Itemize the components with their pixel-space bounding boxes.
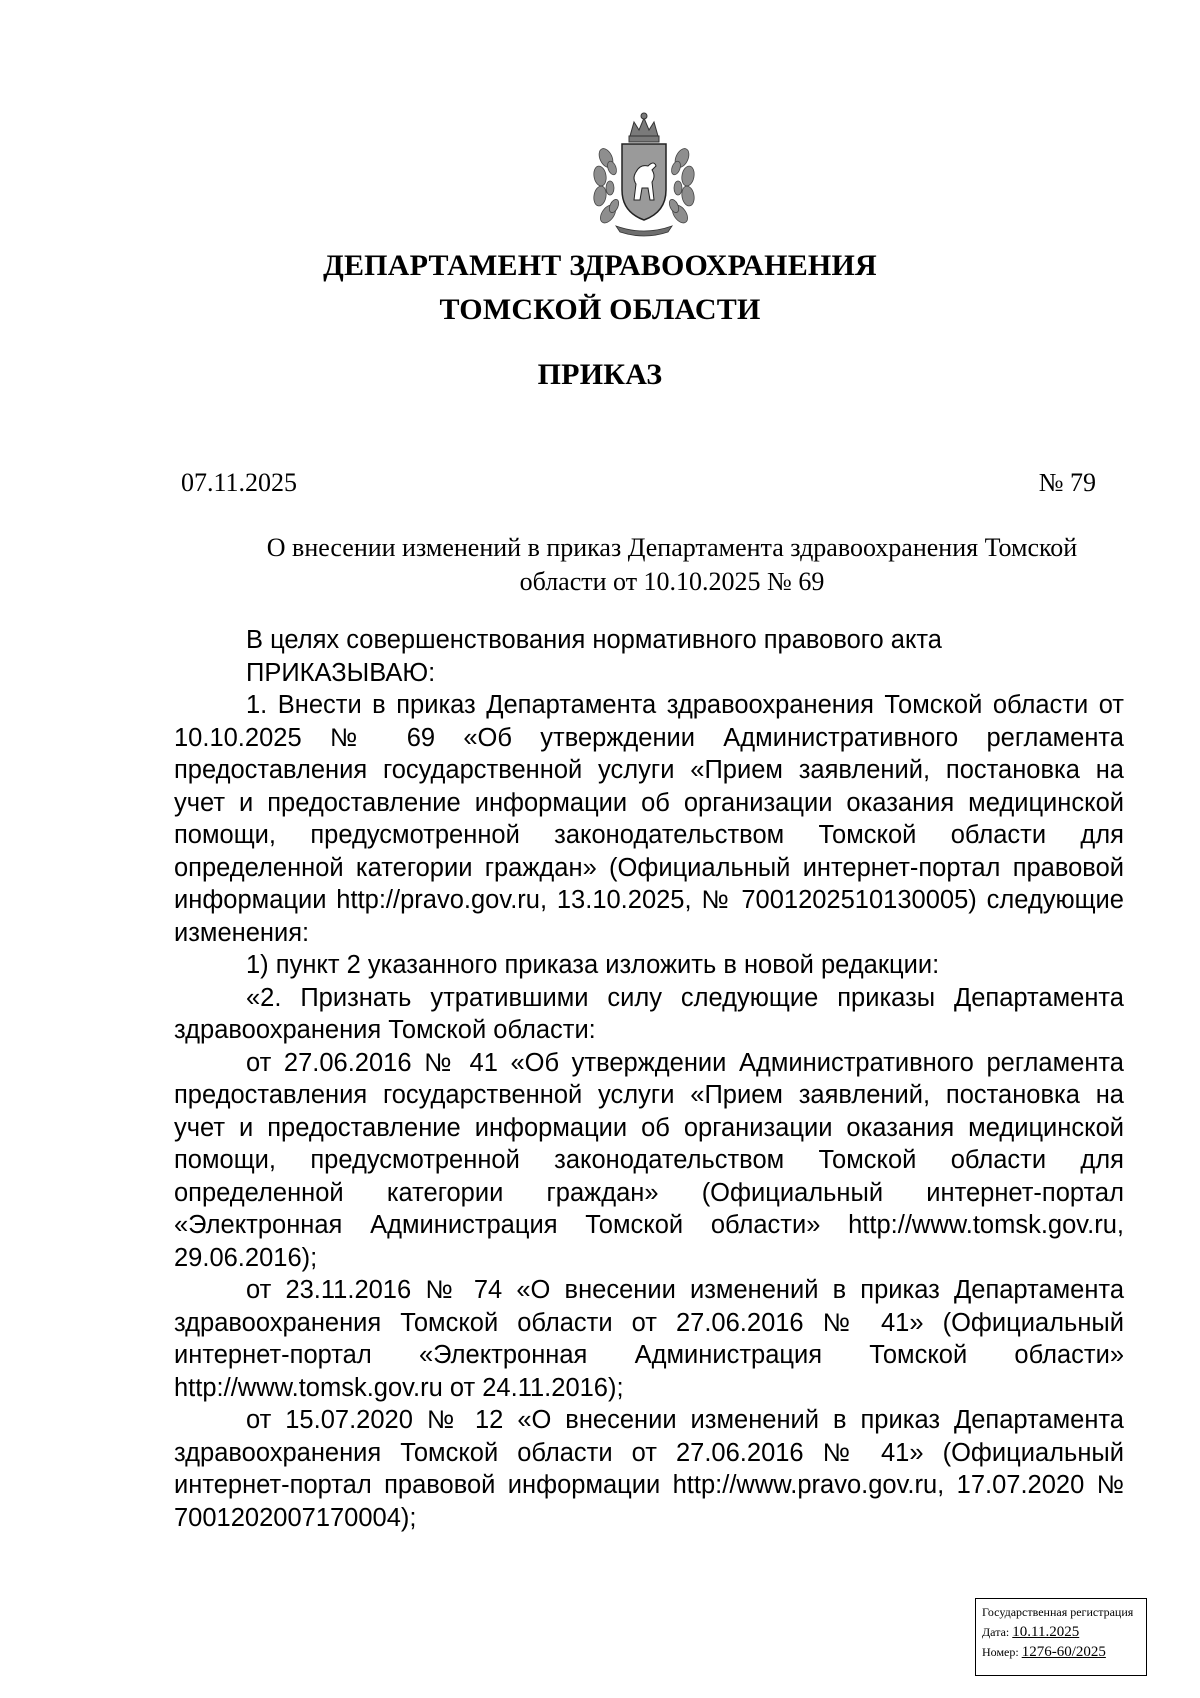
document-body (174, 624, 1124, 1534)
registration-date-value: 10.11.2025 (1012, 1624, 1080, 1640)
subject-line-1: О внесении изменений в приказ Департамента здравоохранения Томской (266, 533, 1078, 562)
body-paragraph: от 23.11.2016 № 74 «О внесении изменений в приказ Департамента здравоохранения Томской области от 27.06.2016 № 41» (Официальный интернет-портал «Электронная Администрация Томской области» http://www.tomsk.gov.ru от 24.11.2016); (174, 1276, 1124, 1402)
registration-title: Государственная регистрация (982, 1605, 1134, 1619)
document-number: № 79 (1038, 468, 1096, 497)
organization-name-line-2: ТОМСКОЙ ОБЛАСТИ (439, 293, 761, 326)
registration-number-row (982, 1645, 1140, 1659)
document-date: 07.11.2025 (181, 468, 298, 497)
body-paragraph: В целях совершенствования нормативного правового акта (246, 626, 942, 654)
organization-name-line-1: ДЕПАРТАМЕНТ ЗДРАВООХРАНЕНИЯ (323, 249, 877, 282)
registration-number-value: 1276-60/2025 (1021, 1644, 1106, 1660)
body-paragraph: от 15.07.2020 № 12 «О внесении изменений в приказ Департамента здравоохранения Томской области от 27.06.2016 № 41» (Официальный интернет-портал правовой информации http://www.pravo.gov.ru, 17.07.2020 № 7001202007170004); (174, 1406, 1124, 1532)
body-paragraph: «2. Признать утратившими силу следующие приказы Департамента здравоохранения Томской области: (174, 983, 1124, 1044)
tomsk-coat-of-arms-icon (582, 108, 706, 238)
registration-date-row (982, 1625, 1140, 1639)
body-paragraph: от 27.06.2016 № 41 «Об утверждении Административного регламента предоставления государственной услуги «Прием заявлений, постановка на учет и предоставление информации об организации оказания медицинской помощи, предусмотренной законодательством Томской области для определенной категории граждан» (Официальный интернет-портал «Электронная Администрация Томской области» http://www.tomsk.gov.ru, 29.06.2016); (174, 1048, 1124, 1272)
subject-line-2: области от 10.10.2025 № 69 (519, 567, 825, 596)
body-paragraph: ПРИКАЗЫВАЮ: (246, 658, 436, 687)
document-type: ПРИКАЗ (537, 358, 663, 391)
registration-number-label: Номер: (982, 1645, 1019, 1659)
body-paragraph: 1) пункт 2 указанного приказа изложить в новой редакции: (246, 951, 940, 979)
registration-date-label: Дата: (982, 1625, 1010, 1639)
coat-of-arms-emblem (582, 108, 706, 238)
registration-stamp (975, 1598, 1147, 1676)
document-subject (220, 531, 1124, 599)
body-paragraph: 1. Внести в приказ Департамента здравоохранения Томской области от 10.10.2025 № 69 «Об утверждении Административного регламента предоставления государственной услуги «Прием заявлений, постановка на учет и предоставление информации об организации оказания медицинской помощи, предусмотренной законодательством Томской области для определенной категории граждан» (Официальный интернет-портал правовой информации http://pravo.gov.ru, 13.10.2025, № 7001202510130005) следующие изменения: (174, 691, 1124, 947)
